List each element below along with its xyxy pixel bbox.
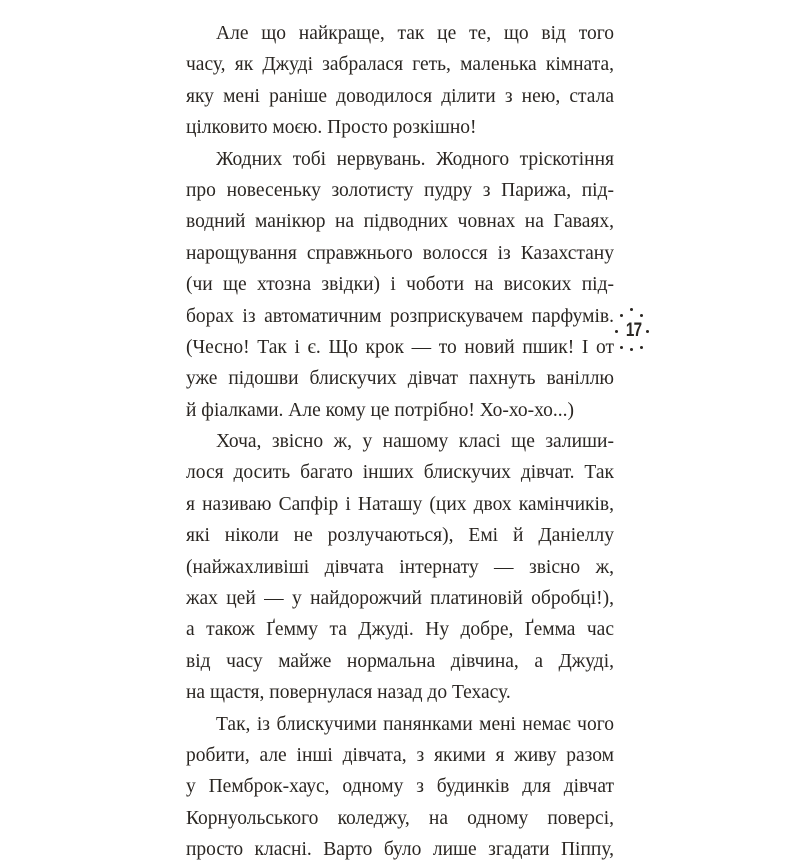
- text-line: яку мені раніше доводилося ділити з нею, стала: [186, 85, 614, 107]
- text-line: Корнуольського коледжу, на одному поверсі,: [186, 807, 614, 829]
- page-number: [614, 308, 654, 354]
- decorative-dot: [640, 346, 643, 349]
- text-line: просто класні. Варто було лише згадати Піппу,: [186, 839, 614, 861]
- text-line: робити, але інші дівчата, з якими я живу разом: [186, 744, 614, 766]
- decorative-dot: [640, 314, 643, 317]
- text-line: Хоча, звісно ж, у нашому класі ще залиши-: [216, 431, 614, 453]
- text-line: цілковито моєю. Просто розкішно!: [186, 117, 477, 139]
- text-line: жах цей — у найдорожчий платиновій обробці!),: [186, 588, 614, 610]
- text-line: які ніколи не розлучаються), Емі й Даніеллу: [186, 525, 614, 547]
- text-line: борах із автоматичним розприскувачем парфумів.: [186, 305, 614, 327]
- text-line: у Пемброк-хаус, одному з будинків для дівчат: [186, 776, 614, 798]
- page-number-text: 17: [625, 320, 642, 341]
- text-line: нарощування справжнього волосся із Казахстану: [186, 242, 614, 264]
- text-line: (чи ще хтозна звідки) і чоботи на високих під-: [186, 274, 614, 296]
- text-line: від часу майже нормальна дівчина, а Джуді,: [186, 650, 614, 672]
- text-line: про новесеньку золотисту пудру з Парижа, під-: [186, 179, 614, 201]
- text-line: Але що найкраще, так це те, що від того: [216, 23, 614, 44]
- decorative-dot: [620, 346, 623, 349]
- text-line: (найжахливіші дівчата інтернату — звісно ж,: [186, 556, 614, 578]
- text-line: я називаю Сапфір і Наташу (цих двох камінчиків,: [186, 493, 614, 515]
- decorative-dot: [620, 314, 623, 317]
- text-line: Жодних тобі нервувань. Жодного тріскотіння: [216, 148, 614, 170]
- decorative-dot: [646, 330, 649, 333]
- text-line: лося досить багато інших блискучих дівчат. Так: [186, 462, 614, 484]
- text-line: Так, із блискучими панянками мені немає чого: [216, 713, 614, 735]
- book-page-text: [186, 18, 614, 866]
- decorative-dot: [630, 308, 633, 311]
- decorative-dot: [615, 330, 618, 333]
- text-line: й фіалками. Але кому це потрібно! Хо-хо-хо...): [186, 399, 574, 421]
- text-line: (Чесно! Так і є. Що крок — то новий пшик! І от: [186, 336, 614, 358]
- text-line: водний манікюр на підводних човнах на Гаваях,: [186, 211, 614, 233]
- text-line: а також Ґемму та Джуді. Ну добре, Ґемма час: [186, 619, 614, 641]
- text-line: на щастя, повернулася назад до Техасу.: [186, 682, 511, 704]
- text-line: уже підошви блискучих дівчат пахнуть ваніллю: [186, 368, 614, 390]
- text-line: часу, як Джуді забралася геть, маленька кімната,: [186, 54, 614, 76]
- decorative-dot: [630, 348, 633, 351]
